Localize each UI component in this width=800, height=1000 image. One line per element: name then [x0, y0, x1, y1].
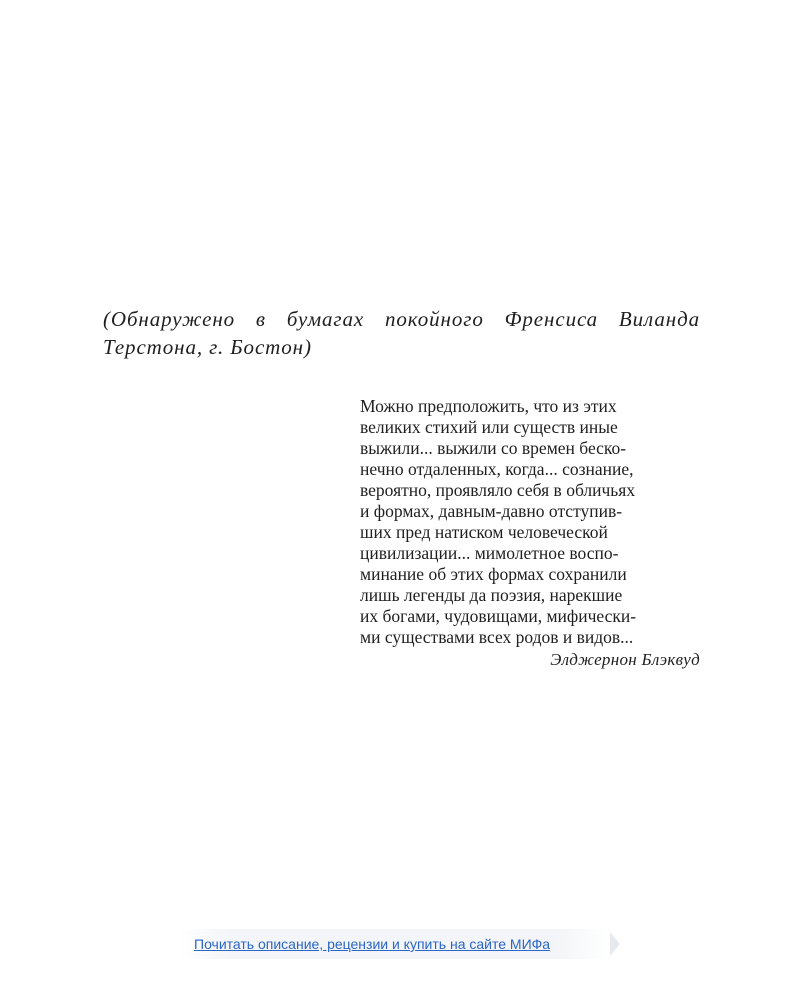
epigraph — [360, 396, 700, 671]
epigraph-line: нечно отдаленных, когда... сознание, — [360, 459, 634, 479]
epigraph-line: лишь легенды да поэзия, нарекшие — [360, 585, 623, 605]
epigraph-line: их богами, чудовищами, мифически- — [360, 606, 637, 626]
epigraph-line: ми существами всех родов и видов... — [360, 627, 634, 647]
chevron-right-icon — [610, 932, 620, 956]
epigraph-line: Можно предположить, что из этих — [360, 396, 617, 416]
epigraph-line: выжили... выжили со времен беско- — [360, 438, 627, 458]
epigraph-author: Элджернон Блэквуд — [550, 650, 700, 669]
epigraph-line: ших пред натиском человеческой — [360, 522, 608, 542]
epigraph-line: цивилизации... мимолетное воспо- — [360, 543, 619, 563]
chapter-source-note: (Обнаружено в бумагах покойного Френсиса Виланда Терстона, г. Бостон) — [103, 307, 700, 359]
epigraph-line: минание об этих формах сохранили — [360, 564, 627, 584]
buy-on-mif-link[interactable]: Почитать описание, рецензии и купить на сайте МИФа — [194, 936, 551, 952]
promo-banner — [180, 929, 620, 959]
epigraph-line: вероятно, проявляло себя в обличьях — [360, 480, 636, 500]
epigraph-line: и формах, давным-давно отступив- — [360, 501, 623, 521]
epigraph-line: великих стихий или существ иные — [360, 417, 618, 437]
